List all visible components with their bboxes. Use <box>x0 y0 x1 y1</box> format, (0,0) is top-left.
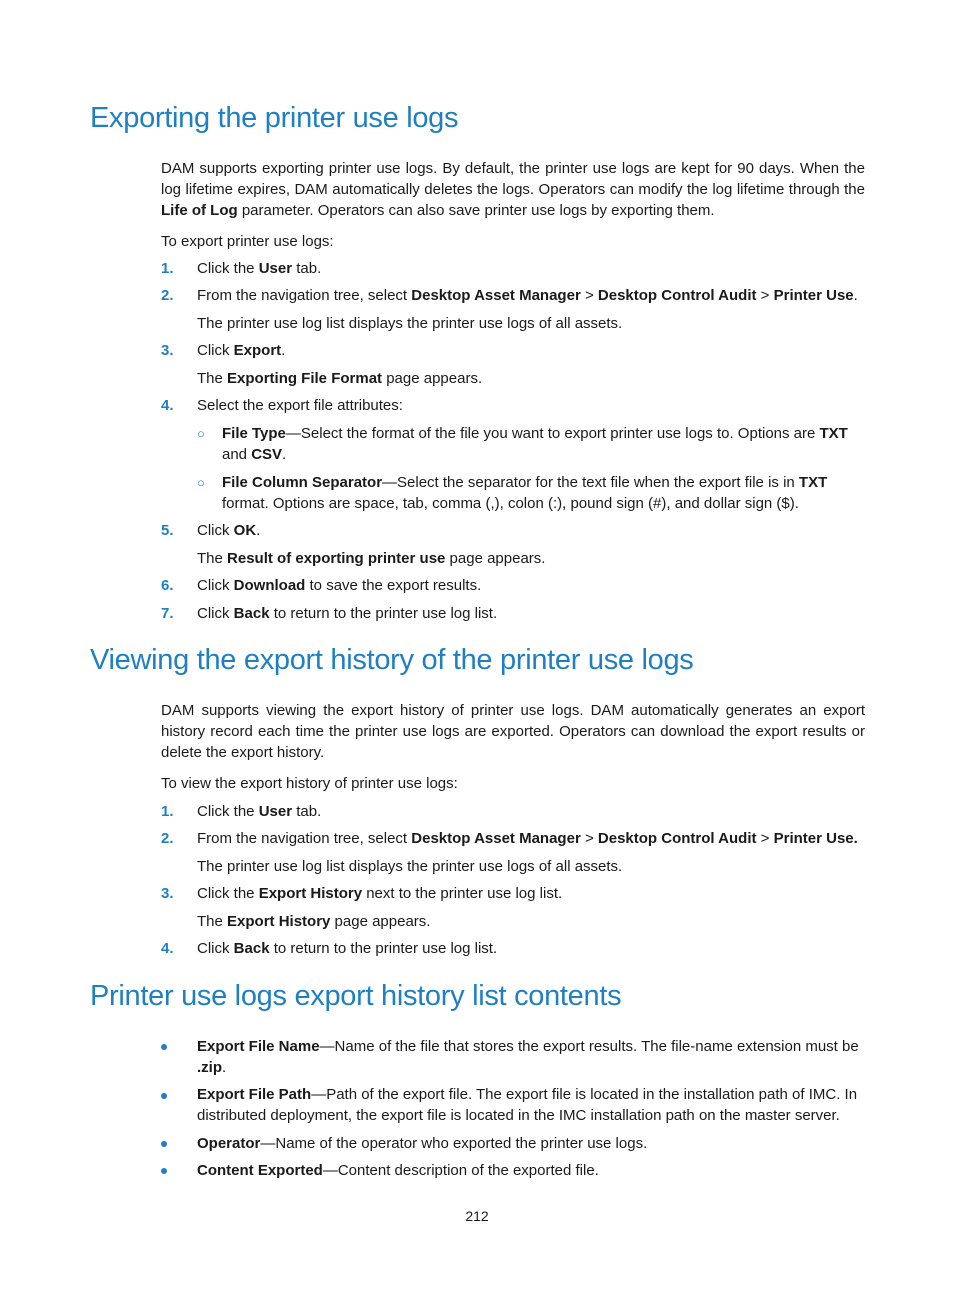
step-number: 3. <box>161 342 174 359</box>
step-text: Click Back to return to the printer use log list. <box>197 605 498 622</box>
step-text: Click the User tab. <box>197 260 322 277</box>
bullet-item: Content Exported—Content description of the exported file. <box>197 1162 599 1179</box>
step-text: From the navigation tree, select Desktop Asset Manager > Desktop Control Audit > Printer Use. <box>197 287 858 304</box>
step-note: The printer use log list displays the printer use logs of all assets. <box>197 858 623 875</box>
section-title-exporting: Exporting the printer use logs <box>90 102 459 134</box>
bullet-item: Operator—Name of the operator who exported the printer use logs. <box>197 1135 648 1152</box>
step-text: Click Download to save the export results. <box>197 577 482 594</box>
step-text: From the navigation tree, select Desktop Asset Manager > Desktop Control Audit > Printer Use. <box>197 830 858 847</box>
bullet-dot-icon <box>161 1141 167 1147</box>
step-number: 7. <box>161 605 174 622</box>
step-number: 1. <box>161 260 174 277</box>
step-number: 1. <box>161 803 174 820</box>
circle-bullet-icon: ○ <box>197 475 205 490</box>
procedure-lead: To view the export history of printer use logs: <box>161 775 458 792</box>
step-note: The Result of exporting printer use page appears. <box>197 550 546 567</box>
step-note: The Exporting File Format page appears. <box>197 370 483 387</box>
step-number: 6. <box>161 577 174 594</box>
step-number: 5. <box>161 522 174 539</box>
step-note: The Export History page appears. <box>197 913 431 930</box>
step-number: 4. <box>161 397 174 414</box>
circle-bullet-icon: ○ <box>197 426 205 441</box>
intro-paragraph: DAM supports exporting printer use logs. By default, the printer use logs are kept for 90 days. When the log lifetime expires, DAM automatically deletes the logs. Operators can modify the log lifetime through the Life of Log parameter. Operators can also save printer use logs by exporting them. <box>161 160 865 219</box>
bullet-dot-icon <box>161 1093 167 1099</box>
step-number: 3. <box>161 885 174 902</box>
step-text: Click the User tab. <box>197 803 322 820</box>
step-text: Select the export file attributes: <box>197 397 403 414</box>
section-title-viewing-history: Viewing the export history of the printer use logs <box>90 644 694 676</box>
section-title-history-list: Printer use logs export history list contents <box>90 980 622 1012</box>
step-note: The printer use log list displays the printer use logs of all assets. <box>197 315 623 332</box>
step-text: Click OK. <box>197 522 261 539</box>
step-text: Click the Export History next to the printer use log list. <box>197 885 563 902</box>
bullet-item: Export File Name—Name of the file that stores the export results. The file-name extension must be .zip. <box>197 1038 859 1076</box>
bullet-dot-icon <box>161 1044 167 1050</box>
intro-paragraph: DAM supports viewing the export history of printer use logs. DAM automatically generates an export history record each time the printer use logs are exported. Operators can download the export results or delete the export history. <box>161 702 865 761</box>
procedure-lead: To export printer use logs: <box>161 233 334 250</box>
step-number: 2. <box>161 830 174 847</box>
page-number: 212 <box>465 1208 489 1224</box>
sub-item-file-type: File Type—Select the format of the file you want to export printer use logs to. Options are TXT and CSV. <box>222 425 848 463</box>
step-number: 2. <box>161 287 174 304</box>
bullet-dot-icon <box>161 1168 167 1174</box>
step-number: 4. <box>161 940 174 957</box>
step-text: Click Back to return to the printer use log list. <box>197 940 498 957</box>
bullet-item: Export File Path—Path of the export file. The export file is located in the installation path of IMC. In distributed deployment, the export file is located in the IMC installation path on the master server. <box>197 1086 858 1124</box>
sub-item-file-column-separator: File Column Separator—Select the separator for the text file when the export file is in TXT format. Options are space, tab, comma (,), colon (:), pound sign (#), and dollar sign ($). <box>222 474 828 512</box>
step-text: Click Export. <box>197 342 286 359</box>
